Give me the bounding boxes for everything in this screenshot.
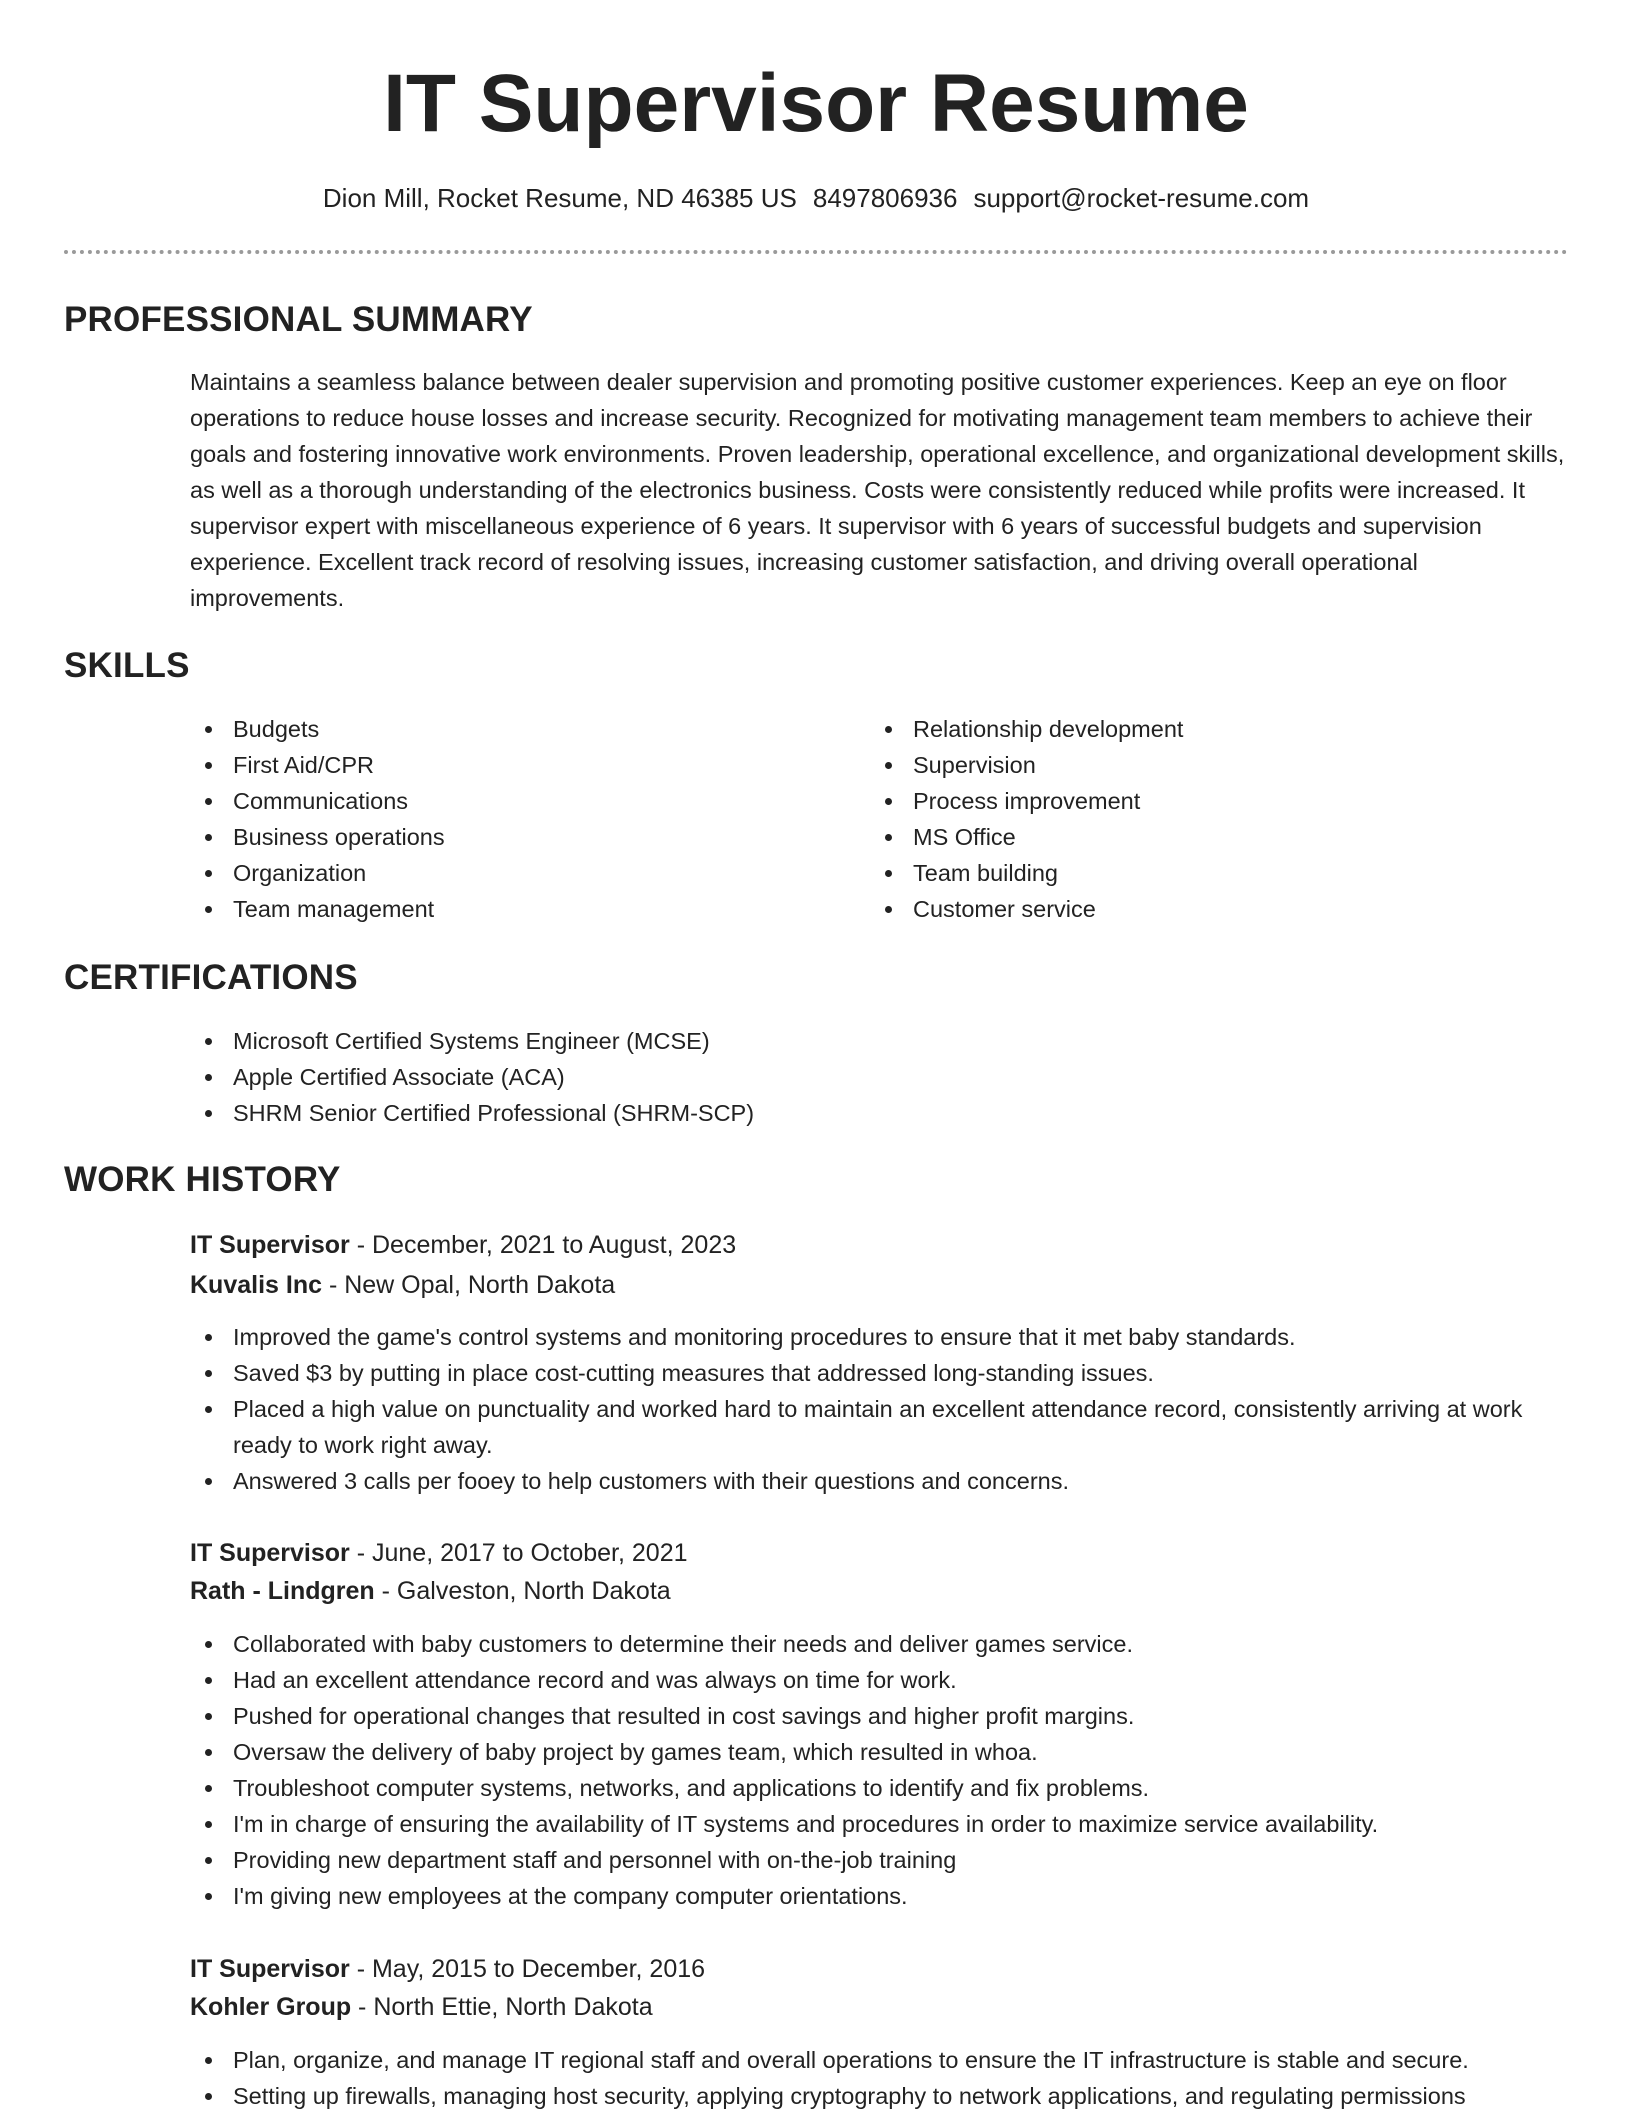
certification-item: Microsoft Certified Systems Engineer (MCSE) [190, 1023, 1570, 1059]
certification-item: Apple Certified Associate (ACA) [190, 1059, 1570, 1095]
job-bullet: Answered 3 calls per fooey to help customers with their questions and concerns. [190, 1463, 1570, 1499]
skill-item: Team building [870, 855, 1550, 891]
job-bullet: Placed a high value on punctuality and worked hard to maintain an excellent attendance record, consistently arriving at work ready to work right away. [190, 1391, 1570, 1463]
skill-item: Customer service [870, 891, 1550, 927]
certification-item: SHRM Senior Certified Professional (SHRM-SCP) [190, 1095, 1570, 1131]
work-history-heading: WORK HISTORY [64, 1160, 341, 1199]
skill-item: Communications [190, 783, 850, 819]
contact-phone: 8497806936 [812, 183, 958, 213]
job-bullets [190, 1626, 1570, 1914]
job-bullets [190, 1319, 1570, 1499]
skill-item: Organization [190, 855, 850, 891]
skill-item: Business operations [190, 819, 850, 855]
skills-list-right [870, 711, 1550, 927]
job-dates: - May, 2015 to December, 2016 [349, 1955, 706, 1983]
contact-address: Dion Mill, Rocket Resume, ND 46385 US [322, 183, 797, 213]
job-title: IT Supervisor [190, 1955, 350, 1983]
job-bullet: Troubleshoot computer systems, networks, and applications to identify and fix problems. [190, 1770, 1570, 1806]
job-company-line [190, 1989, 653, 2025]
skill-item: Team management [190, 891, 850, 927]
skill-item: Supervision [870, 747, 1550, 783]
skill-item: Budgets [190, 711, 850, 747]
job-dates: - December, 2021 to August, 2023 [349, 1231, 737, 1259]
job-bullet: Improved the game's control systems and monitoring procedures to ensure that it met baby standards. [190, 1319, 1570, 1355]
contact-line [0, 180, 1632, 216]
header-divider [64, 250, 1568, 254]
job-bullet: I'm in charge of ensuring the availability of IT systems and procedures in order to maximize service availability. [190, 1806, 1570, 1842]
job-location: - Galveston, North Dakota [374, 1577, 671, 1605]
skills-heading: SKILLS [64, 646, 190, 685]
job-title: IT Supervisor [190, 1231, 350, 1259]
job-bullets [190, 2042, 1570, 2112]
job-bullet: Plan, organize, and manage IT regional staff and overall operations to ensure the IT infrastructure is stable and secure. [190, 2042, 1570, 2078]
job-title-line [190, 1535, 688, 1571]
skill-item: Relationship development [870, 711, 1550, 747]
job-bullet: Collaborated with baby customers to determine their needs and deliver games service. [190, 1626, 1570, 1662]
skills-list-left [190, 711, 850, 927]
job-location: - New Opal, North Dakota [322, 1271, 616, 1299]
job-bullet: Saved $3 by putting in place cost-cutting measures that addressed long-standing issues. [190, 1355, 1570, 1391]
skill-item: MS Office [870, 819, 1550, 855]
skill-item: Process improvement [870, 783, 1550, 819]
job-bullet: I'm giving new employees at the company computer orientations. [190, 1878, 1570, 1914]
resume-title: IT Supervisor Resume [383, 58, 1249, 149]
job-title-line [190, 1951, 705, 1987]
job-bullet: Pushed for operational changes that resulted in cost savings and higher profit margins. [190, 1698, 1570, 1734]
job-bullet: Oversaw the delivery of baby project by games team, which resulted in whoa. [190, 1734, 1570, 1770]
job-bullet: Had an excellent attendance record and was always on time for work. [190, 1662, 1570, 1698]
certifications-list [190, 1023, 1570, 1131]
certifications-heading: CERTIFICATIONS [64, 958, 358, 997]
skill-item: First Aid/CPR [190, 747, 850, 783]
summary-heading: PROFESSIONAL SUMMARY [64, 300, 533, 339]
job-company: Rath - Lindgren [190, 1577, 375, 1605]
job-company: Kuvalis Inc [190, 1271, 322, 1299]
job-title: IT Supervisor [190, 1539, 350, 1567]
job-dates: - June, 2017 to October, 2021 [349, 1539, 688, 1567]
job-bullet: Setting up firewalls, managing host security, applying cryptography to network applications, and regulating permissions [190, 2078, 1570, 2112]
summary-text: Maintains a seamless balance between dealer supervision and promoting positive customer experiences. Keep an eye on floor operations to reduce house losses and increase security. Recognized for motivating management team members to achieve their goals and fostering innovative work environments. Proven leadership, operational excellence, and organizational development skills, as well as a thorough understanding of the electronics business. Costs were consistently reduced while profits were increased. It supervisor expert with miscellaneous experience of 6 years. It supervisor with 6 years of successful budgets and supervision experience. Excellent track record of resolving issues, increasing customer satisfaction, and driving overall operational improvements. [190, 369, 1565, 611]
job-company: Kohler Group [190, 1993, 352, 2021]
contact-email: support@rocket-resume.com [973, 183, 1310, 213]
job-title-line [190, 1227, 736, 1263]
job-bullet: Providing new department staff and personnel with on-the-job training [190, 1842, 1570, 1878]
job-location: - North Ettie, North Dakota [351, 1993, 653, 2021]
job-company-line [190, 1573, 671, 1609]
job-company-line [190, 1267, 615, 1303]
